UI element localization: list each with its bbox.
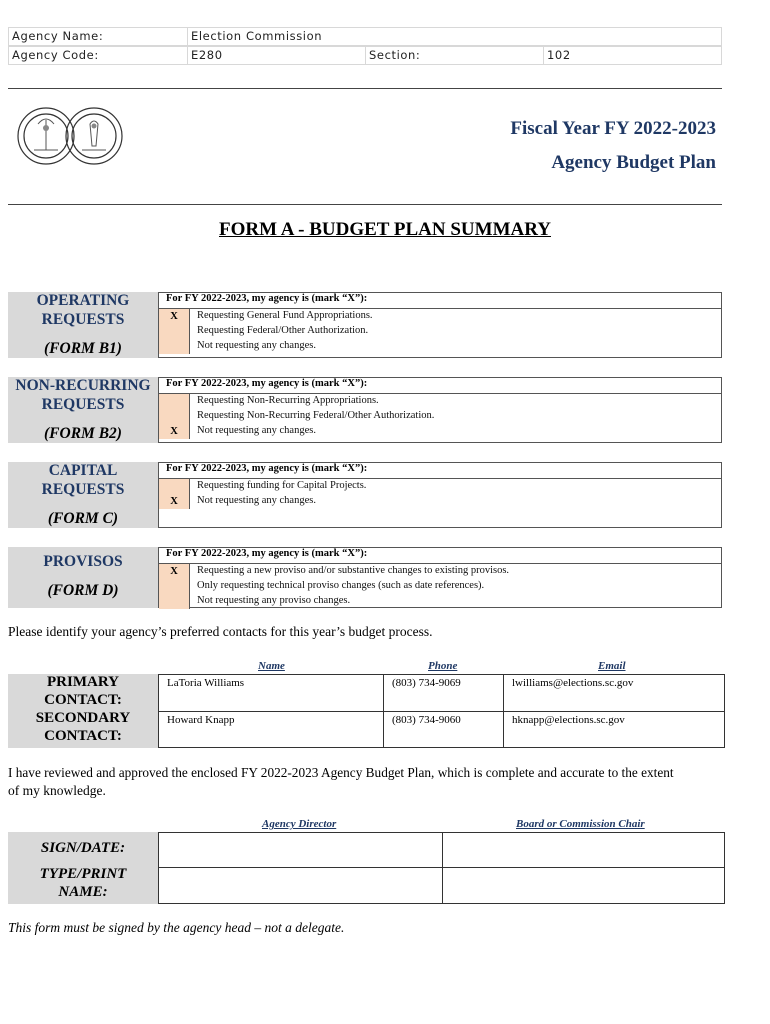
mark-box[interactable] bbox=[159, 394, 190, 409]
block-label-line1: PROVISOS bbox=[43, 553, 123, 570]
operating-requests-label bbox=[8, 292, 158, 358]
name-column-header: Name bbox=[258, 660, 285, 672]
block-question: For FY 2022-2023, my agency is (mark “X”): bbox=[166, 548, 368, 559]
option-text: Requesting General Fund Appropriations. bbox=[197, 310, 373, 321]
non-recurring-options bbox=[158, 377, 722, 443]
fiscal-year-title: Fiscal Year FY 2022-2023 bbox=[510, 118, 716, 139]
approval-text-line1: I have reviewed and approved the enclosed FY 2022-2023 Agency Budget Plan, which is complete and accurate to the extent bbox=[8, 765, 674, 780]
option-text: Requesting funding for Capital Projects. bbox=[197, 480, 367, 491]
secondary-label-line2: CONTACT: bbox=[44, 728, 122, 744]
footer-note: This form must be signed by the agency head – not a delegate. bbox=[8, 920, 345, 935]
director-signature-field[interactable] bbox=[158, 832, 443, 868]
capital-requests-label bbox=[8, 462, 158, 528]
block-form-name: (FORM D) bbox=[47, 582, 119, 599]
option-text: Requesting Non-Recurring Appropriations. bbox=[197, 395, 379, 406]
secondary-label-line1: SECONDARY bbox=[35, 710, 131, 726]
block-question: For FY 2022-2023, my agency is (mark “X”): bbox=[166, 378, 368, 389]
provisos-options bbox=[158, 547, 722, 608]
option-text: Not requesting any changes. bbox=[197, 495, 316, 506]
phone-column-header: Phone bbox=[428, 660, 458, 672]
header-divider bbox=[8, 88, 722, 89]
block-label-line1: NON-RECURRING bbox=[15, 377, 151, 394]
primary-name-field[interactable]: LaToria Williams bbox=[158, 674, 384, 712]
agency-code-row bbox=[8, 46, 722, 64]
budget-plan-title: Agency Budget Plan bbox=[551, 152, 716, 173]
secondary-phone-field[interactable]: (803) 734-9060 bbox=[383, 711, 504, 748]
block-form-name: (FORM B2) bbox=[44, 425, 122, 442]
block-label-line1: CAPITAL bbox=[48, 462, 118, 479]
option-text: Requesting Federal/Other Authorization. bbox=[197, 325, 369, 336]
block-label-line2: REQUESTS bbox=[41, 481, 125, 498]
sign-date-label: SIGN/DATE: bbox=[40, 840, 126, 856]
mark-box[interactable] bbox=[159, 409, 190, 424]
mark-box[interactable] bbox=[159, 324, 190, 339]
provisos-label bbox=[8, 547, 158, 608]
mark-box[interactable]: X bbox=[159, 309, 190, 324]
state-seal-icon bbox=[16, 90, 124, 182]
block-form-name: (FORM B1) bbox=[44, 340, 122, 357]
block-label-line1: OPERATING bbox=[36, 292, 130, 309]
agency-code-label: Agency Code: bbox=[8, 46, 188, 65]
mark-box[interactable] bbox=[159, 579, 190, 594]
form-title: FORM A - BUDGET PLAN SUMMARY bbox=[218, 219, 551, 240]
approval-text-line2: of my knowledge. bbox=[8, 783, 106, 798]
director-name-field[interactable] bbox=[158, 867, 443, 904]
type-print-label-line1: TYPE/PRINT bbox=[39, 866, 127, 882]
section-value: 102 bbox=[543, 46, 722, 65]
option-text: Not requesting any changes. bbox=[197, 340, 316, 351]
type-print-label-line2: NAME: bbox=[58, 884, 108, 900]
option-text: Not requesting any changes. bbox=[197, 425, 316, 436]
mark-box[interactable]: X bbox=[159, 494, 190, 509]
agency-name-row bbox=[8, 27, 722, 45]
option-text: Requesting Non-Recurring Federal/Other Authorization. bbox=[197, 410, 435, 421]
secondary-name-field[interactable]: Howard Knapp bbox=[158, 711, 384, 748]
board-chair-header: Board or Commission Chair bbox=[516, 818, 645, 830]
signature-labels bbox=[8, 832, 158, 904]
block-question: For FY 2022-2023, my agency is (mark “X”): bbox=[166, 463, 368, 474]
email-column-header: Email bbox=[598, 660, 626, 672]
contact-labels bbox=[8, 674, 158, 748]
contacts-intro: Please identify your agency’s preferred contacts for this year’s budget process. bbox=[8, 624, 433, 639]
option-text: Requesting a new proviso and/or substantive changes to existing provisos. bbox=[197, 565, 510, 576]
agency-code-value: E280 bbox=[187, 46, 366, 65]
operating-options bbox=[158, 292, 722, 358]
block-form-name: (FORM C) bbox=[47, 510, 119, 527]
agency-name-label: Agency Name: bbox=[8, 27, 188, 46]
agency-name-value: Election Commission bbox=[187, 27, 722, 46]
option-text: Only requesting technical proviso changes (such as date references). bbox=[197, 580, 485, 591]
non-recurring-requests-label bbox=[8, 377, 158, 443]
mark-box[interactable] bbox=[159, 479, 190, 494]
mark-box[interactable] bbox=[159, 339, 190, 354]
primary-label-line2: CONTACT: bbox=[44, 692, 122, 708]
chair-signature-field[interactable] bbox=[442, 832, 725, 868]
agency-director-header: Agency Director bbox=[262, 818, 337, 830]
primary-email-field[interactable]: lwilliams@elections.sc.gov bbox=[503, 674, 725, 712]
block-label-line2: REQUESTS bbox=[41, 396, 125, 413]
primary-label-line1: PRIMARY bbox=[47, 674, 119, 690]
option-text: Not requesting any proviso changes. bbox=[197, 595, 351, 606]
capital-options bbox=[158, 462, 722, 528]
section-label: Section: bbox=[365, 46, 544, 65]
secondary-email-field[interactable]: hknapp@elections.sc.gov bbox=[503, 711, 725, 748]
block-question: For FY 2022-2023, my agency is (mark “X”): bbox=[166, 293, 368, 304]
chair-name-field[interactable] bbox=[442, 867, 725, 904]
primary-phone-field[interactable]: (803) 734-9069 bbox=[383, 674, 504, 712]
mark-box[interactable] bbox=[159, 594, 190, 609]
block-label-line2: REQUESTS bbox=[41, 311, 125, 328]
title-divider bbox=[8, 204, 722, 205]
mark-box[interactable]: X bbox=[159, 564, 190, 579]
mark-box[interactable]: X bbox=[159, 424, 190, 439]
